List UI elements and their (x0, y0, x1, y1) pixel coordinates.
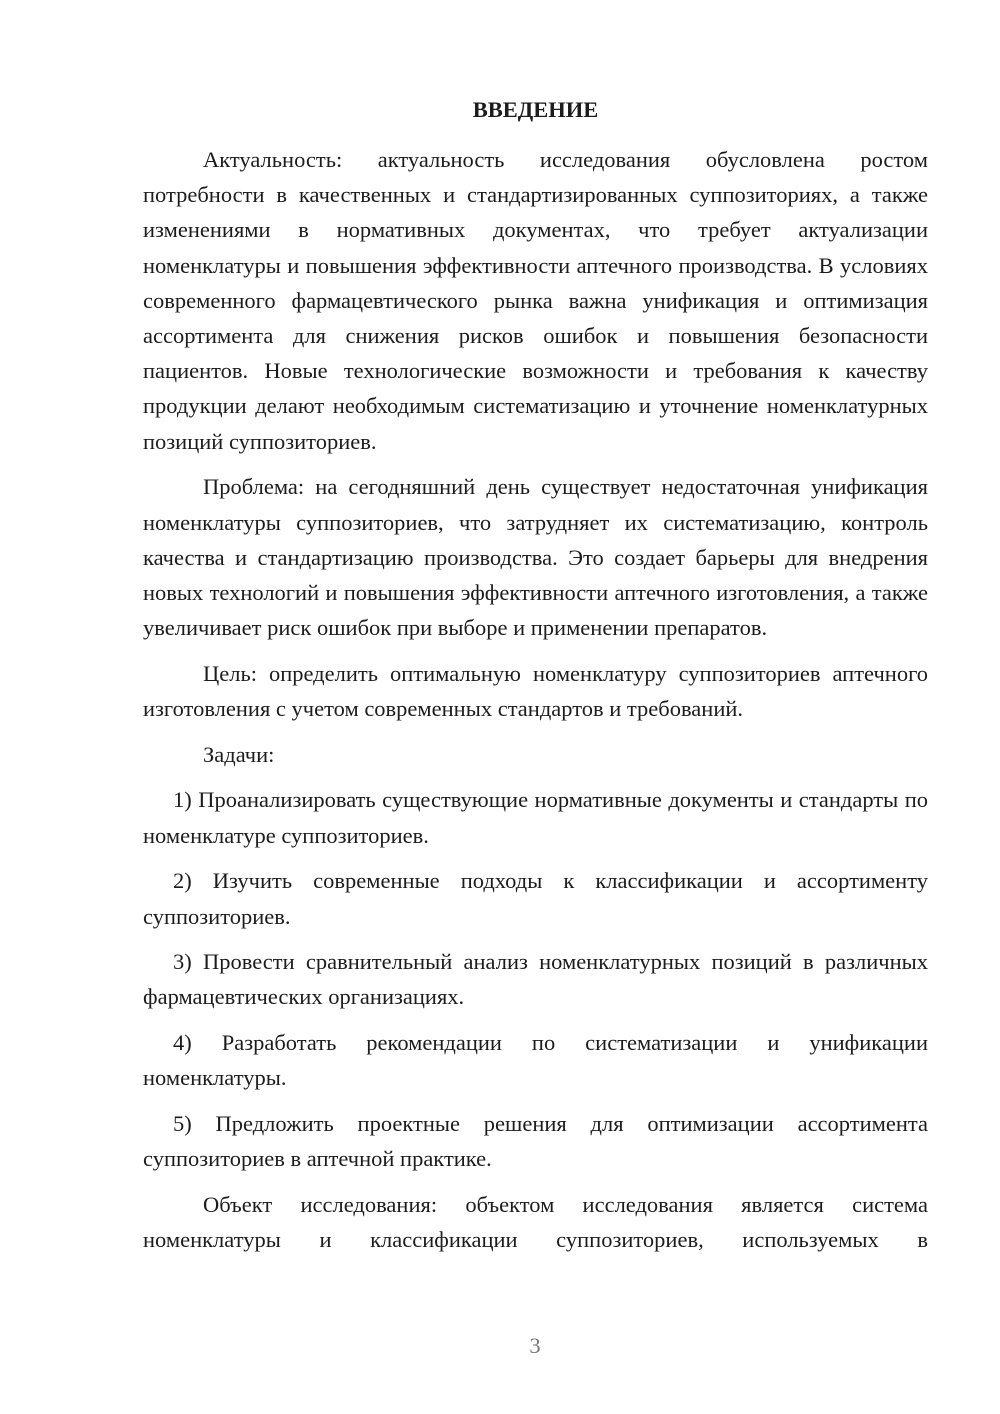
page-title: ВВЕДЕНИЕ (472, 97, 599, 122)
task-item-4: 4) Разработать рекомендации по систематизации и унификации номенклатуры. (143, 1030, 928, 1091)
page-content (143, 92, 928, 1257)
task-item-1: 1) Проанализировать существующие нормативные документы и стандарты по номенклатуре суппозиториев. (143, 787, 928, 848)
task-item-2: 2) Изучить современные подходы к классификации и ассортименту суппозиториев. (143, 868, 928, 929)
page-number: 3 (529, 1333, 541, 1358)
object-paragraph: Объект исследования: объектом исследования является система номенклатуры и классификации суппозиториев, используемых в (143, 1191, 928, 1253)
problem-paragraph: Проблема: на сегодняшний день существует недостаточная унификация номенклатуры суппозиториев, что затрудняет их систематизацию, контроль качества и стандартизацию производства. Это создает барьеры для внедрения новых технологий и повышения эффективности аптечного изготовления, а также увеличивает риск ошибок при выборе и применении препаратов. (143, 474, 928, 641)
goal-paragraph: Цель: определить оптимальную номенклатуру суппозиториев аптечного изготовления с учетом современных стандартов и требований. (143, 660, 928, 722)
tasks-heading: Задачи: (203, 741, 275, 767)
relevance-paragraph: Актуальность: актуальность исследования обусловлена ростом потребности в качественных и стандартизированных суппозиториях, а также изменениями в нормативных документах, что требует актуализации номенклатуры и повышения эффективности аптечного производства. В условиях современного фармацевтического рынка важна унификация и оптимизация ассортимента для снижения рисков ошибок и повышения безопасности пациентов. Новые технологические возможности и требования к качеству продукции делают необходимым систематизацию и уточнение номенклатурных позиций суппозиториев. (143, 147, 928, 454)
task-item-5: 5) Предложить проектные решения для оптимизации ассортимента суппозиториев в аптечной практике. (143, 1111, 928, 1172)
task-item-3: 3) Провести сравнительный анализ номенклатурных позиций в различных фармацевтических организациях. (143, 949, 928, 1010)
